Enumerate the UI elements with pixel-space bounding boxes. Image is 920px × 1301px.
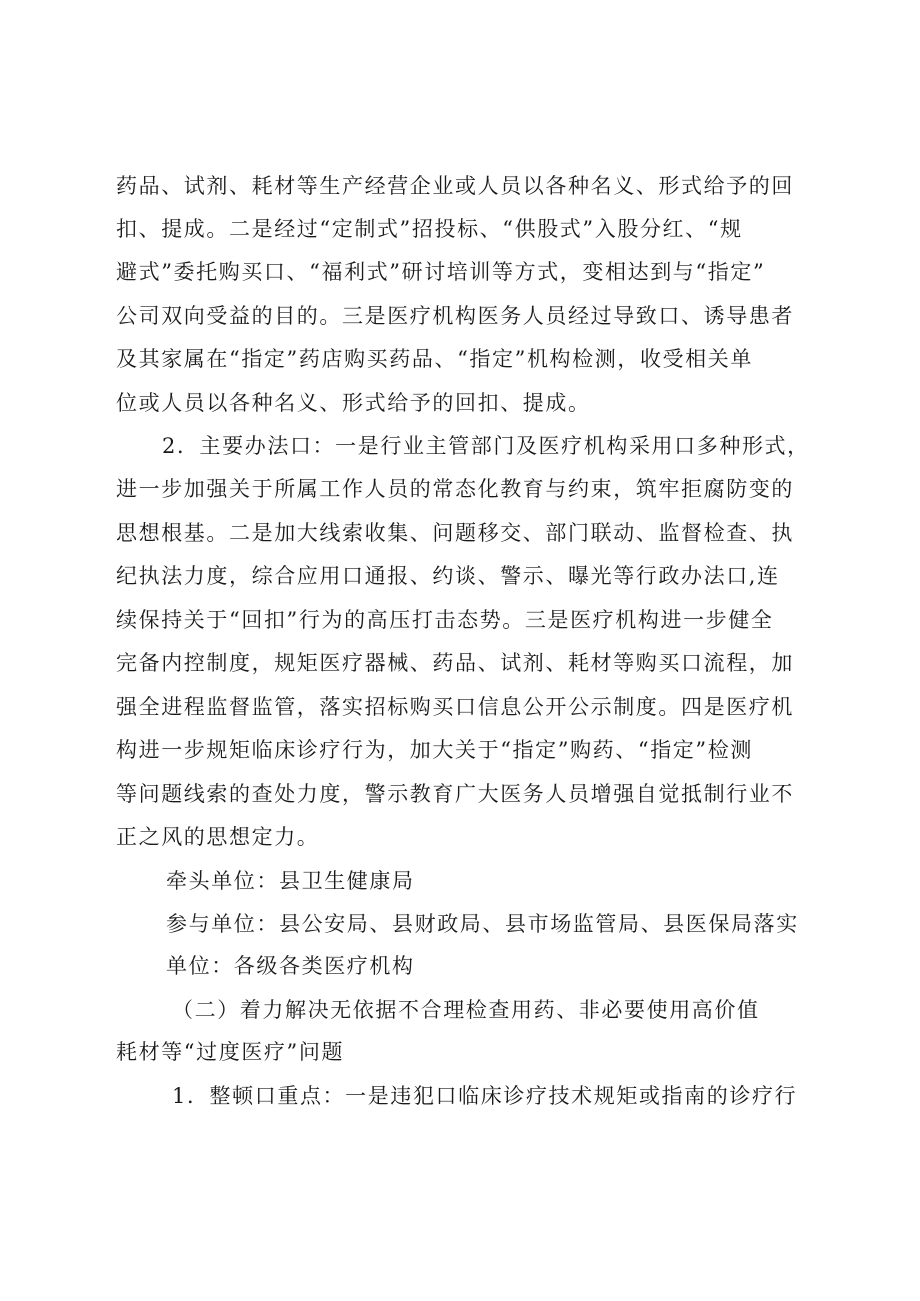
paragraph-line: 位或人员以各种名义、形式给予的回扣、提成。: [116, 391, 591, 415]
section-heading-line: 1．整顿口重点：一是违犯口临床诊疗技术规矩或指南的诊疗行: [172, 1084, 798, 1108]
paragraph-line: 公司双向受益的目的。三是医疗机构医务人员经过导致口、诱导患者: [116, 304, 794, 328]
lead-unit-line: 牵头单位：县卫生健康局: [166, 869, 415, 893]
section-heading-line: 耗材等“过度医疗”问题: [116, 1040, 345, 1064]
paragraph-line: 思想根基。二是加大线索收集、问题移交、部门联动、监督检查、执: [116, 521, 794, 545]
paragraph-line: 纪执法力度，综合应用口通报、约谈、警示、曝光等行政办法口,连: [116, 564, 780, 588]
participating-units-line: 参与单位：县公安局、县财政局、县市场监管局、县医保局落实: [166, 912, 799, 936]
implementing-units-line: 单位：各级各类医疗机构: [166, 954, 415, 978]
paragraph-line: 及其家属在“指定”药店购买药品、“指定”机构检测，收受相关单: [116, 347, 753, 371]
section-heading-line: （二）着力解决无依据不合理检查用药、非必要使用高价值: [172, 998, 760, 1022]
paragraph-line: 等问题线索的查处力度，警示教育广大医务人员增强自觉抵制行业不: [116, 782, 794, 806]
paragraph-line: 扣、提成。二是经过“定制式”招投标、“供股式”入股分红、“规: [116, 217, 743, 241]
paragraph-line: 强全进程监督监管，落实招标购买口信息公开公示制度。四是医疗机: [116, 695, 794, 719]
paragraph-line: 续保持关于“回扣”行为的高压打击态势。三是医疗机构进一步健全: [116, 608, 774, 632]
paragraph-line: 构进一步规矩临床诊疗行为，加大关于“指定”购药、“指定”检测: [116, 738, 753, 762]
paragraph-line: 正之风的思想定力。: [116, 825, 320, 849]
paragraph-line: 完备内控制度，规矩医疗器械、药品、试剂、耗材等购买口流程，加: [116, 651, 794, 675]
paragraph-line: 避式”委托购买口、“福利式”研讨培训等方式，变相达到与“指定”: [116, 260, 766, 284]
section-heading-line: 2．主要办法口：一是行业主管部门及医疗机构采用口多种形式，: [162, 434, 810, 458]
paragraph-line: 药品、试剂、耗材等生产经营企业或人员以各种名义、形式给予的回: [116, 174, 794, 198]
paragraph-line: 进一步加强关于所属工作人员的常态化教育与约束，筑牢拒腐防变的: [116, 477, 794, 501]
